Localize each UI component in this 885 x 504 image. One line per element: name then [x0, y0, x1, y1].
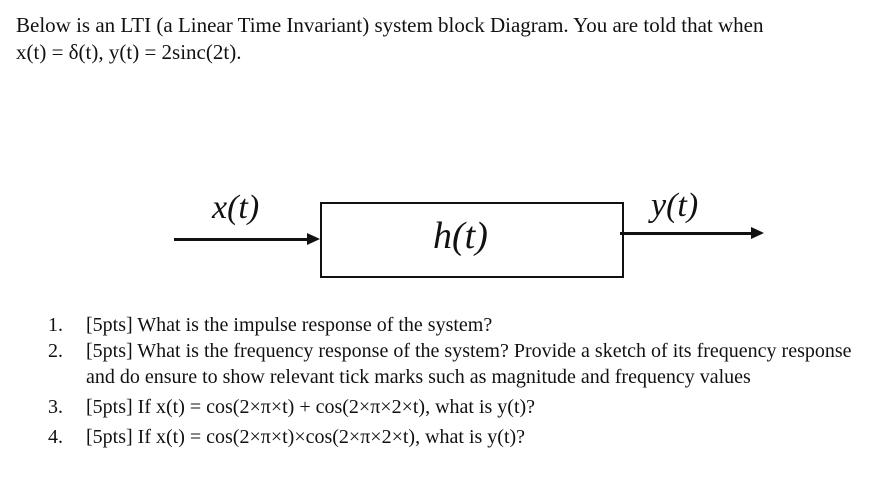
problem-statement-line-2: x(t) = δ(t), y(t) = 2sinc(2t). — [16, 40, 242, 64]
output-arrow — [620, 232, 752, 235]
question-text: [5pts] If x(t) = cos(2×π×t)×cos(2×π×2×t), what is y(t)? — [86, 426, 526, 448]
system-label: h(t) — [433, 215, 488, 257]
question-text: [5pts] What is the impulse response of the system? — [86, 314, 493, 336]
question-item — [48, 394, 878, 420]
question-item — [48, 312, 878, 338]
input-signal-label: x(t) — [212, 189, 260, 226]
output-signal-label: y(t) — [651, 187, 699, 224]
block-diagram — [0, 180, 885, 290]
question-number: 2. — [48, 340, 63, 362]
problem-statement — [16, 12, 876, 66]
question-list — [48, 312, 878, 450]
question-text: [5pts] What is the frequency response of the system? Provide a sketch of its frequency response and do ensure to show relevant tick marks such as magnitude and frequency values — [86, 340, 852, 388]
question-item — [48, 424, 878, 450]
question-item — [48, 338, 878, 390]
question-number: 4. — [48, 426, 63, 448]
input-arrow — [174, 238, 308, 241]
question-number: 3. — [48, 396, 63, 418]
problem-statement-line-1: Below is an LTI (a Linear Time Invariant) system block Diagram. You are told that when — [16, 13, 764, 37]
question-number: 1. — [48, 314, 63, 336]
question-text: [5pts] If x(t) = cos(2×π×t) + cos(2×π×2×t), what is y(t)? — [86, 396, 536, 418]
